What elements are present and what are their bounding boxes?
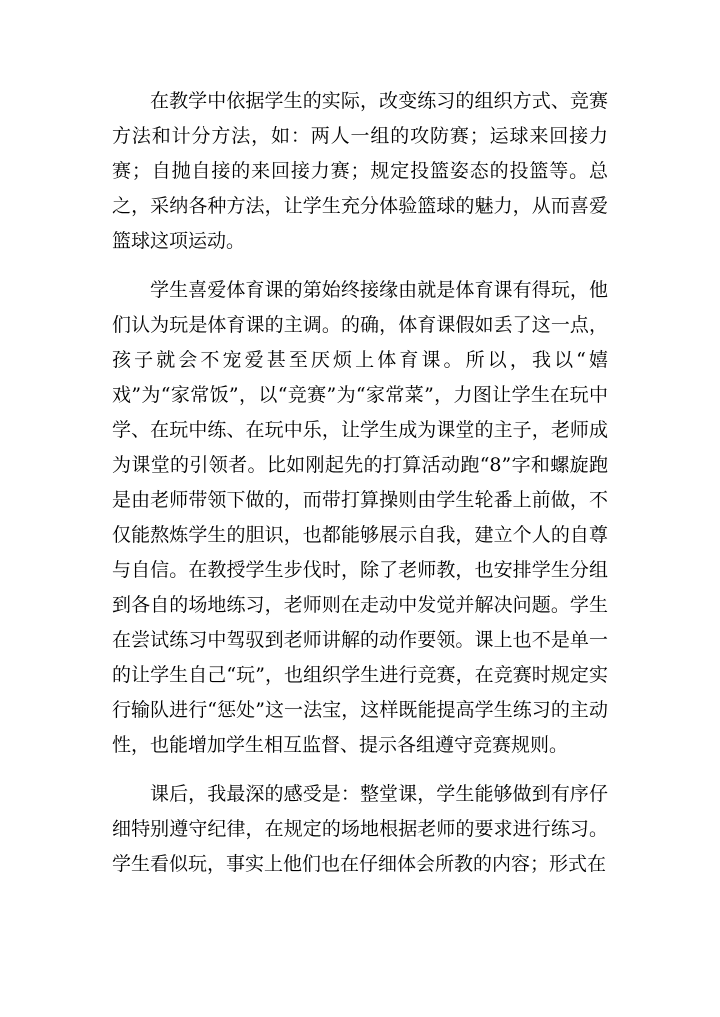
paragraph-3: 课后，我最深的感受是：整堂课，学生能够做到有序仔细特别遵守纪律，在规定的场地根据老师的要求进行练习。学生看似玩，事实上他们也在仔细体会所教的内容；形式在 <box>112 783 608 875</box>
document-page <box>112 84 608 896</box>
paragraph-2: 学生喜爱体育课的第始终接缘由就是体育课有得玩，他们认为玩是体育课的主调。的确，体育课假如丢了这一点，孩子就会不宠爱甚至厌烦上体育课。所以，我以“嬉戏”为“家常饭”，以“竞赛”为“家常菜”，力图让学生在玩中学、在玩中练、在玩中乐，让学生成为课堂的主子，老师成为课堂的引领者。比如刚起先的打算活动跑“8”字和螺旋跑是由老师带领下做的，而带打算操则由学生轮番上前做，不仅能熬炼学生的胆识，也都能够展示自我，建立个人的自尊与自信。在教授学生步伐时，除了老师教，也安排学生分组到各自的场地练习，老师则在走动中发觉并解决问题。学生在尝试练习中驾驭到老师讲解的动作要领。课上也不是单一的让学生自己“玩”，也组织学生进行竞赛，在竞赛时规定实行输队进行“惩处”这一法宝，这样既能提高学生练习的主动性，也能增加学生相互监督、提示各组遵守竞赛规则。 <box>112 279 608 756</box>
paragraph-1: 在教学中依据学生的实际，改变练习的组织方式、竞赛方法和计分方法，如：两人一组的攻防赛；运球来回接力赛；自抛自接的来回接力赛；规定投篮姿态的投篮等。总之，采纳各种方法，让学生充分体验篮球的魅力，从而喜爱篮球这项运动。 <box>112 90 608 252</box>
